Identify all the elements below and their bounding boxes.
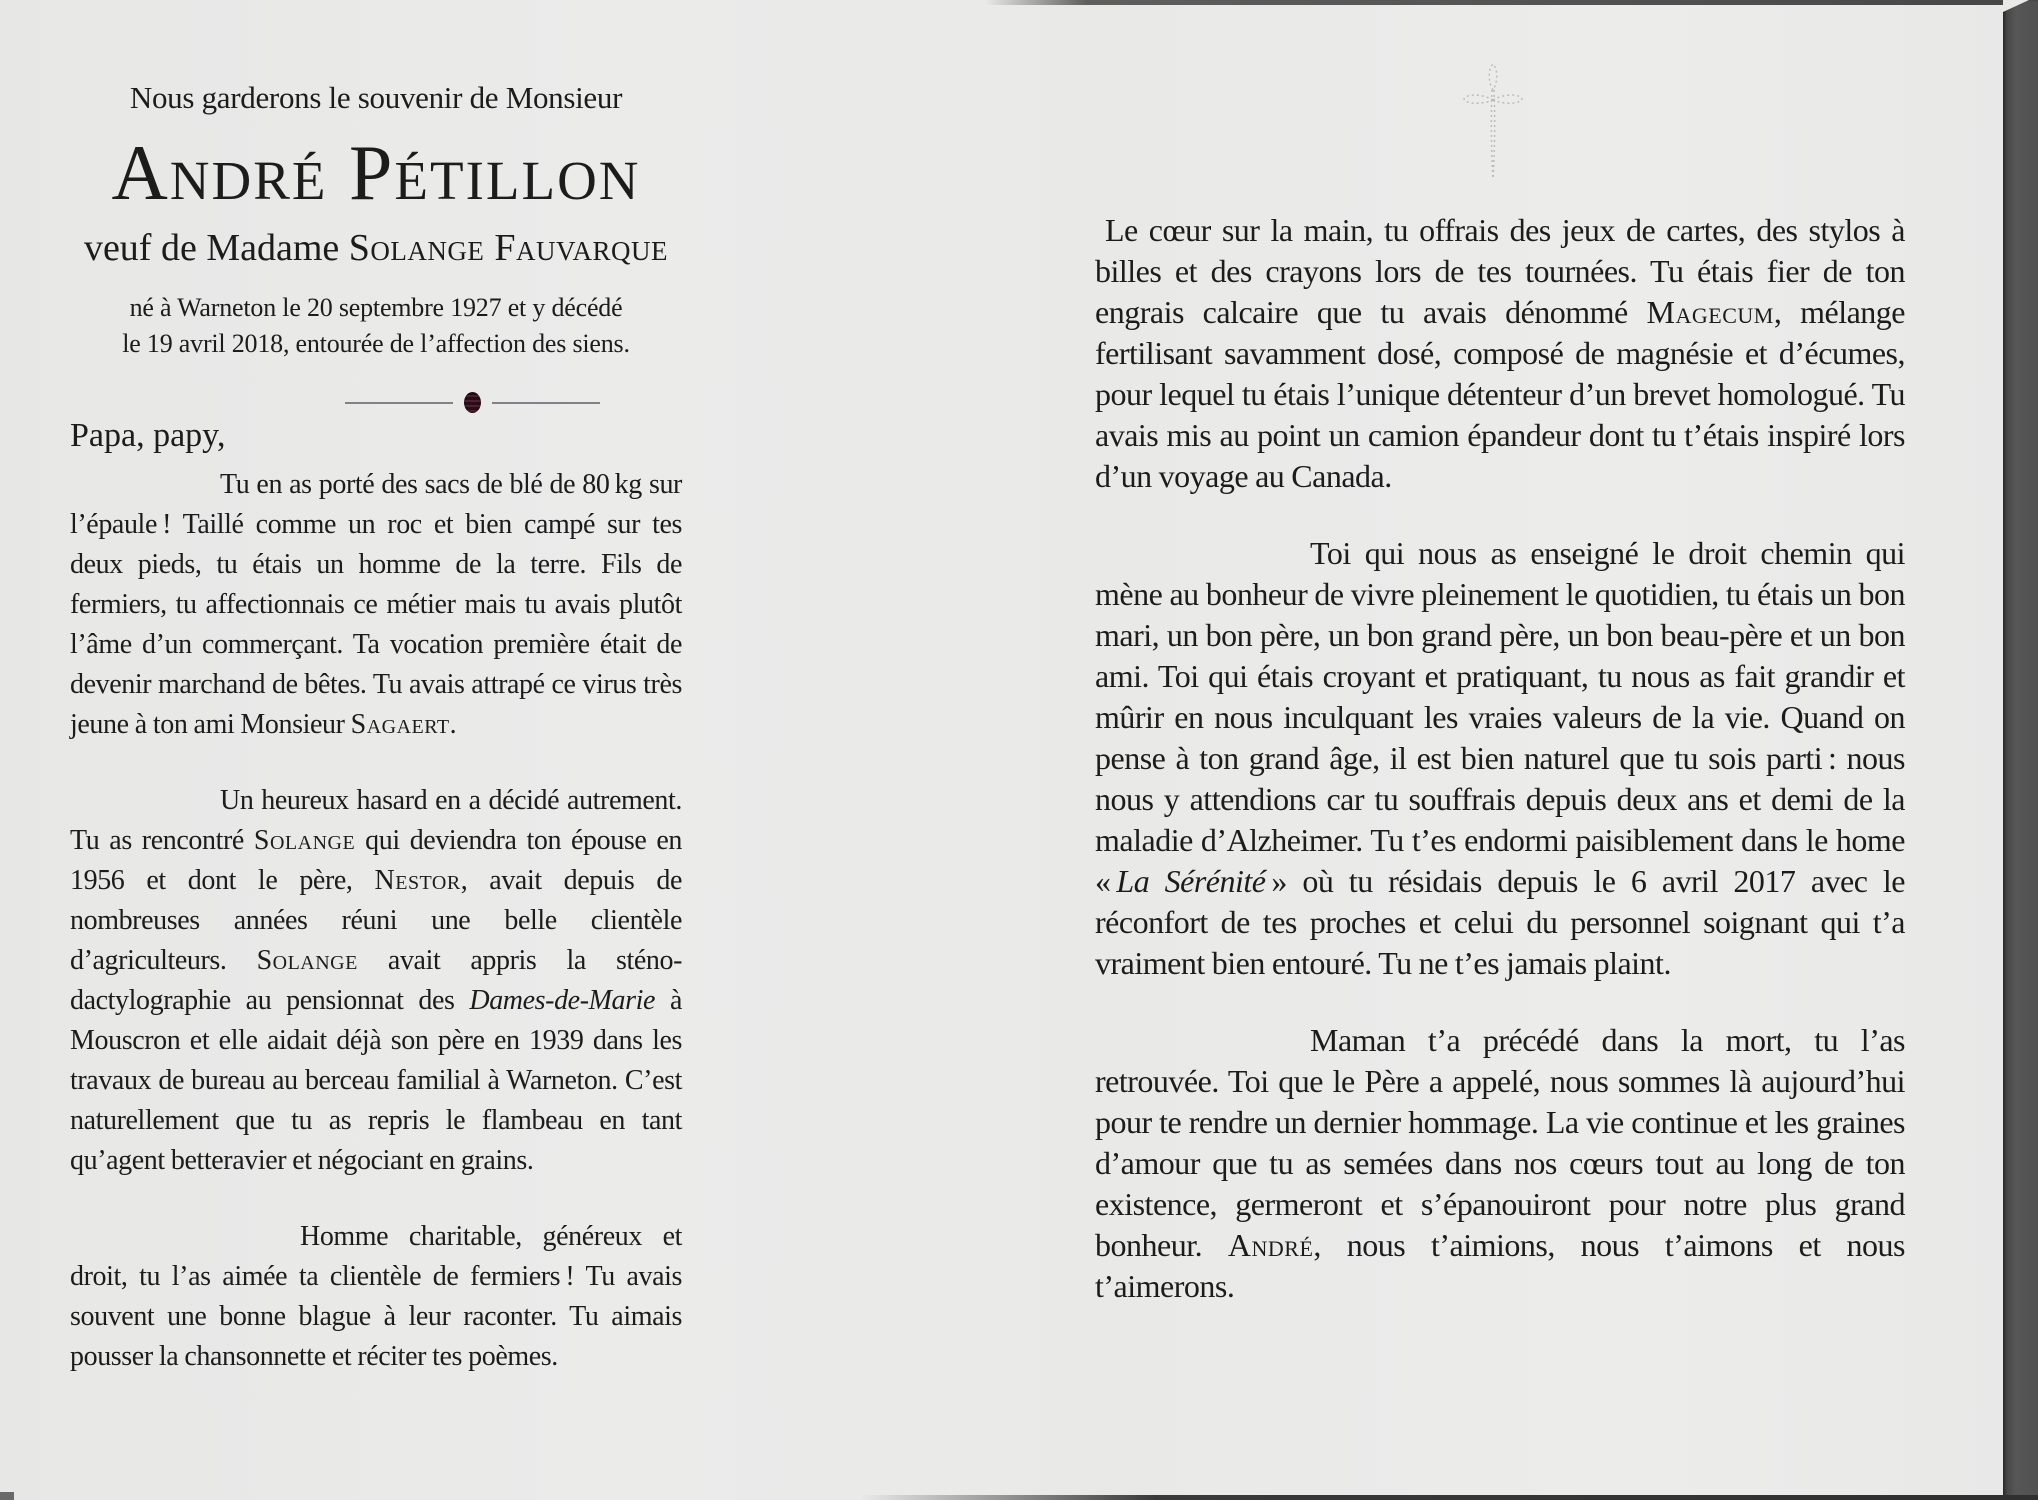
bead-divider bbox=[345, 392, 600, 413]
cross-icon bbox=[1095, 60, 1905, 184]
scan-edge-right bbox=[2003, 0, 2038, 1500]
paragraph-left-2: Un heureux hasard en a décidé autrement. Tu as rencontré Solange qui deviendra ton épouse en 1956 et dont le père, Nestor, avait depuis de nombreuses années réuni une belle clientèle d’agriculteurs. Solange avait appris la sténo-dactylographie au pensionnat des Dames-de-Marie à Mouscron et elle aidait déjà son père en 1939 dans les travaux de bureau au berceau familial à Warneton. C’est naturellement que tu as repris le flambeau en tant qu’agent betteravier et négociant en grains. bbox=[70, 785, 682, 1176]
paragraph-left-3: Homme charitable, généreux et droit, tu l’as aimée ta clientèle de fermiers ! Tu avais souvent une bonne blague à leur raconter. Tu aimais pousser la chansonnette et réciter tes poèmes. bbox=[70, 1221, 682, 1372]
left-column bbox=[70, 0, 682, 1377]
intro-line: Nous garderons le souvenir de Monsieur bbox=[129, 80, 623, 115]
scan-corner-blob bbox=[0, 1492, 14, 1500]
birth-death-lines bbox=[70, 290, 682, 362]
scan-edge-bottom bbox=[860, 1495, 2038, 1500]
paragraph-left-1: Tu en as porté des sacs de blé de 80 kg sur l’épaule ! Taillé comme un roc et bien campé sur tes deux pieds, tu étais un homme de la terre. Fils de fermiers, tu affectionnais ce métier mais tu avais plutôt l’âme d’un commerçant. Ta vocation première était de devenir marchand de bêtes. Tu avais attrapé ce virus très jeune à ton ami Monsieur Sagaert. bbox=[70, 469, 682, 740]
paragraph-right-1: Le cœur sur la main, tu offrais des jeux de cartes, des stylos à billes et des crayons lors de tes tournées. Tu étais fier de ton engrais calcaire que tu avais dénommé Magecum, mélange fertilisant savamment dosé, composé de magnésie et d’écumes, pour lequel tu étais l’unique détenteur d’un brevet homologué. Tu avais mis au point un camion épandeur dont tu t’étais inspiré lors d’un voyage au Canada. bbox=[1095, 212, 1906, 494]
birth-line: né à Warneton le 20 septembre 1927 et y décédé bbox=[129, 293, 623, 322]
deceased-name: André Pétillon bbox=[111, 129, 641, 216]
paragraph-right-2: Toi qui nous as enseigné le droit chemin qui mène au bonheur de vivre pleinement le quotidien, tu étais un bon mari, un bon père, un bon grand père, un bon beau-père et un bon ami. Toi qui étais croyant et pratiquant, tu nous as fait grandir et mûrir en nous inculquant les vraies valeurs de la vie. Quand on pense à ton grand âge, il est bien naturel que tu sois parti : nous nous y attendions car tu souffrais depuis deux ans et demi de la maladie d’Alzheimer. Tu t’es endormi paisiblement dans le home « La Sérénité » où tu résidais depuis le 6 avril 2017 avec le réconfort de tes proches et celui du personnel soignant qui t’a vraiment bien entouré. Tu ne t’es jamais plaint. bbox=[1095, 535, 1906, 981]
right-column bbox=[1095, 0, 1905, 1307]
death-line: le 19 avril 2018, entourée de l’affection des siens. bbox=[122, 329, 630, 358]
scan-corner-notch bbox=[2003, 0, 2029, 12]
divider-dot-icon bbox=[464, 392, 481, 413]
scan-edge-top bbox=[985, 0, 2005, 5]
divider-line-right bbox=[492, 402, 600, 404]
spouse-line: veuf de Madame Solange Fauvarque bbox=[83, 227, 669, 269]
paragraph-right-3: Maman t’a précédé dans la mort, tu l’as retrouvée. Toi que le Père a appelé, nous sommes là aujourd’hui pour te rendre un dernier hommage. La vie continue et les graines d’amour que tu as semées dans nos cœurs tout au long de ton existence, germeront et s’épanouiront pour notre plus grand bonheur. André, nous t’aimions, nous t’aimons et nous t’aimerons. bbox=[1095, 1022, 1906, 1304]
divider-line-left bbox=[345, 402, 453, 404]
salutation: Papa, papy, bbox=[70, 417, 226, 454]
